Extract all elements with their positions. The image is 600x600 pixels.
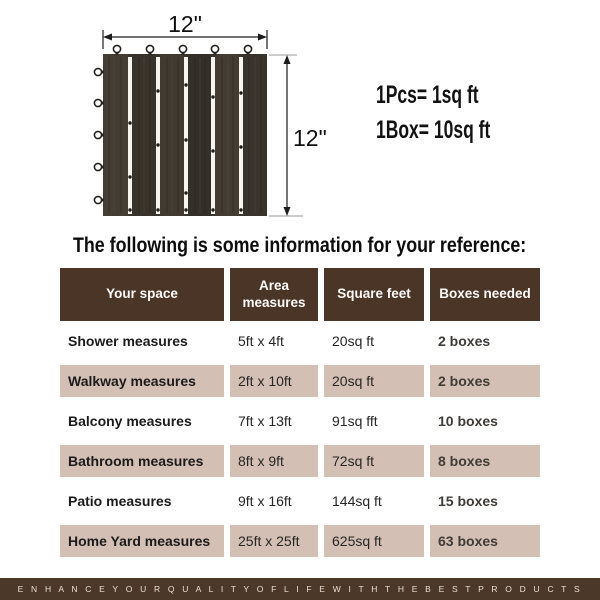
table-cell: Balcony measures — [68, 413, 192, 429]
table-cell: 10 boxes — [438, 413, 498, 429]
table-cell: 8 boxes — [438, 453, 491, 469]
table-cell: 91sq fft — [332, 413, 378, 429]
pcs-conversion-text: 1Pcs= 1sq ft — [376, 81, 479, 109]
left-connector-loops — [94, 68, 104, 203]
table-cell: Home Yard measures — [68, 533, 211, 549]
table-cell: 2 boxes — [438, 333, 491, 349]
column-header-your-space: Your space — [60, 268, 224, 321]
section-heading: The following is some information for your reference: — [73, 234, 527, 257]
box-conversion-text: 1Box= 10sq ft — [376, 116, 491, 145]
section-heading-wrap — [0, 234, 600, 258]
footer-slogan: E N H A N C E Y O U R Q U A L I T Y O F L I F E W I T H T H E B E S T P R O D U C T S — [17, 584, 583, 594]
table-cell: 25ft x 25ft — [238, 533, 300, 549]
table-cell: Walkway measures — [68, 373, 196, 389]
table-cell: Shower measures — [68, 333, 188, 349]
table-row — [60, 401, 540, 441]
table-cell: 7ft x 13ft — [238, 413, 292, 429]
table-cell: 8ft x 9ft — [238, 453, 284, 469]
table-row — [60, 481, 540, 521]
table-cell: 2ft x 10ft — [238, 373, 292, 389]
tile-dimension-diagram — [85, 5, 335, 220]
column-header-square-feet: Square feet — [324, 268, 424, 321]
table-cell: 20sq ft — [332, 373, 375, 389]
table-cell: 20sq ft — [332, 333, 375, 349]
table-header-row — [60, 268, 540, 321]
table-cell: 144sq ft — [332, 493, 382, 509]
table-row — [60, 441, 540, 481]
table-row — [60, 521, 540, 561]
table-cell: 63 boxes — [438, 533, 498, 549]
top-connector-loops — [113, 45, 251, 55]
table-cell: 625sq ft — [332, 533, 382, 549]
table-row — [60, 321, 540, 361]
width-dimension-label: 12" — [168, 11, 202, 37]
deck-tile-illustration — [94, 45, 267, 216]
column-header-area: Area measures — [230, 268, 318, 321]
table-cell: 9ft x 16ft — [238, 493, 292, 509]
table-cell: 2 boxes — [438, 373, 491, 389]
height-dimension-label: 12" — [293, 125, 327, 151]
table-cell: 15 boxes — [438, 493, 498, 509]
table-cell: 72sq ft — [332, 453, 375, 469]
conversion-info — [376, 82, 539, 144]
table-row — [60, 361, 540, 401]
table-cell: 5ft x 4ft — [238, 333, 284, 349]
reference-table — [60, 268, 540, 561]
table-cell: Patio measures — [68, 493, 172, 509]
column-header-boxes-needed: Boxes needed — [430, 268, 540, 321]
footer-banner — [0, 578, 600, 600]
table-cell: Bathroom measures — [68, 453, 204, 469]
